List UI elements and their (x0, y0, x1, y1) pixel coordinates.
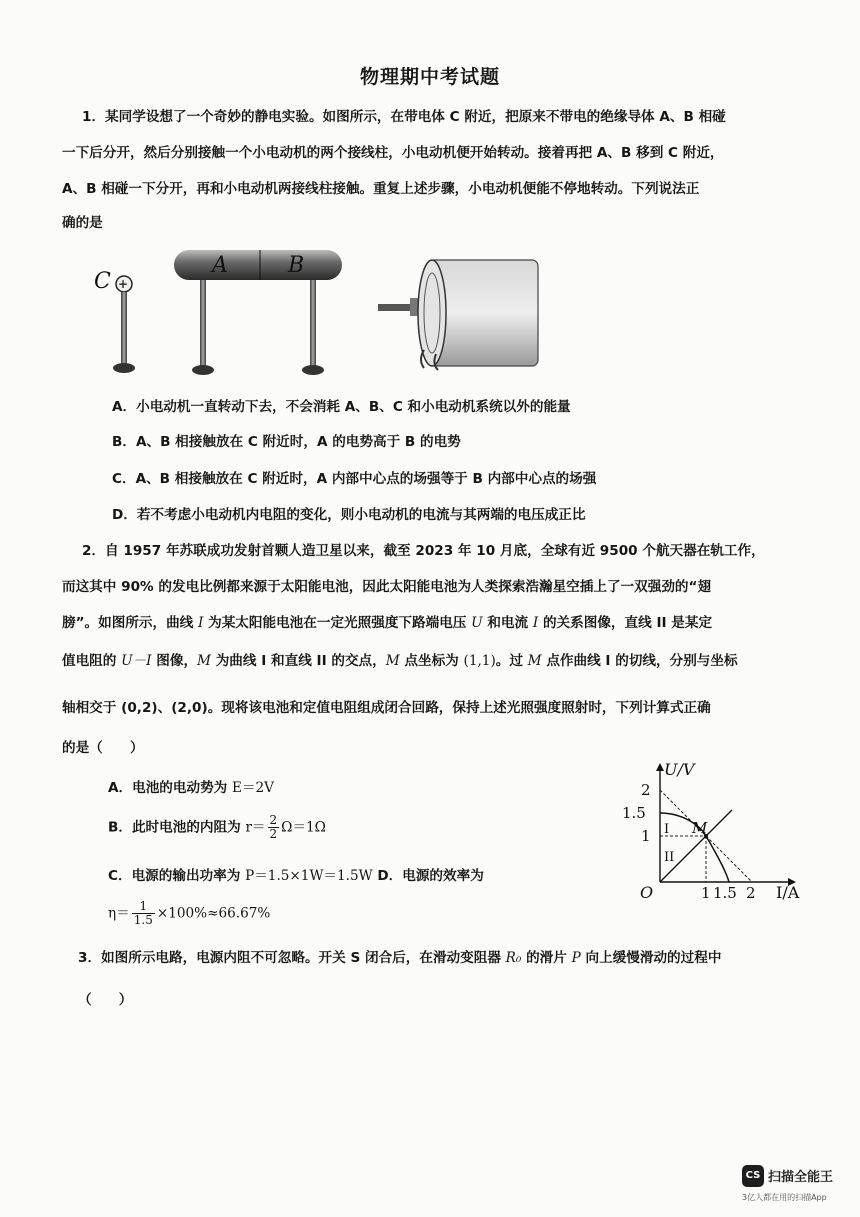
q3-line-1: 3．如图所示电路，电源内阻不可忽略。开关 S 闭合后，在滑动变阻器 R₀ 的滑片 P 向上缓慢滑动的过程中 (78, 950, 722, 966)
q2-line-2: 而这其中 90% 的发电比例都来源于太阳能电池，因此太阳能电池为人类探索浩瀚星空插上了一双强劲的“翅 (62, 579, 712, 595)
conductors-ab (174, 250, 342, 375)
q2-line-3: 膀”。如图所示，曲线 I 为某太阳能电池在一定光照强度下路端电压 U 和电流 I 的关系图像，直线 II 是某定 (62, 615, 713, 631)
camscanner-tagline: 3亿人都在用的扫描App (742, 1193, 827, 1202)
label-c: C (94, 269, 111, 294)
motor-icon (378, 260, 538, 370)
label-b: B (288, 253, 305, 278)
x-tick-1-5: 1.5 (713, 884, 737, 902)
label-a: A (212, 253, 228, 278)
q1-option-d: D．若不考虑小电动机内电阻的变化，则小电动机的电流与其两端的电压成正比 (112, 507, 586, 523)
q1-line-3: A、B 相碰一下分开，再和小电动机两接线柱接触。重复上述步骤，小电动机便能不停地转动。下列说法正 (62, 181, 700, 197)
plus-sign: + (118, 277, 129, 291)
q1-line-1: 1．某同学设想了一个奇妙的静电实验。如图所示，在带电体 C 附近，把原来不带电的绝缘导体 A、B 相碰 (82, 109, 726, 125)
y-tick-1: 1 (641, 827, 651, 845)
y-tick-1-5: 1.5 (622, 804, 646, 822)
page-title: 物理期中考试题 (359, 66, 500, 88)
q2-option-b: B．此时电池的内阻为 r＝ $\frac{2}{2}$ Ω＝1Ω (108, 813, 326, 841)
charged-body-c (94, 269, 135, 373)
q1-option-c: C．A、B 相接触放在 C 附近时，A 内部中心点的场强等于 B 内部中心点的场强 (112, 471, 597, 487)
label-curve-i: I (664, 822, 670, 837)
q1-line-2: 一下后分开，然后分别接触一个小电动机的两个接线柱，小电动机便开始转动。接着再把 A、B 移到 C 附近， (62, 145, 724, 161)
q1-option-a: A．小电动机一直转动下去，不会消耗 A、B、C 和小电动机系统以外的能量 (112, 399, 571, 415)
q1-option-b: B．A、B 相接触放在 C 附近时，A 的电势高于 B 的电势 (112, 434, 461, 450)
origin-label: O (640, 883, 654, 902)
q3-line-2: （ ） (78, 992, 133, 1008)
camscanner-logo: CS (742, 1165, 764, 1187)
q2-line-5: 轴相交于 (0,2)、(2,0)。现将该电池和定值电阻组成闭合回路，保持上述光照强度照射时，下列计算式正确 (62, 700, 711, 716)
q2-option-c: C．电源的输出功率为 P＝1.5×1W＝1.5W D．电源的效率为 (108, 868, 484, 884)
q2-line-6: 的是（ ） (62, 740, 144, 756)
label-line-ii: II (664, 850, 675, 865)
q1-figure (88, 238, 558, 388)
label-m: M (692, 819, 708, 837)
camscanner-brand: 扫描全能王 (768, 1170, 834, 1185)
q2-line-1: 2．自 1957 年苏联成功发射首颗人造卫星以来，截至 2023 年 10 月底，全球有近 9500 个航天器在轨工作， (82, 543, 765, 559)
q2-option-d-formula: η＝ $\frac{1}{1.5}$ ×100%≈66.67% (108, 899, 271, 927)
q2-line-4: 值电阻的 U－I 图像，M 为曲线 I 和直线 II 的交点，M 点坐标为 (1,1)。过 M 点作曲线 I 的切线，分别与坐标 (62, 653, 738, 669)
y-axis-label: U/V (664, 760, 695, 779)
ui-graph (612, 755, 812, 905)
x-tick-2: 2 (746, 884, 756, 902)
y-tick-2: 2 (641, 781, 651, 799)
q2-option-a: A．电池的电动势为 E＝2V (108, 780, 274, 796)
x-tick-1: 1 (701, 884, 711, 902)
x-axis-label: I/A (776, 883, 800, 902)
q1-line-4: 确的是 (62, 215, 103, 231)
